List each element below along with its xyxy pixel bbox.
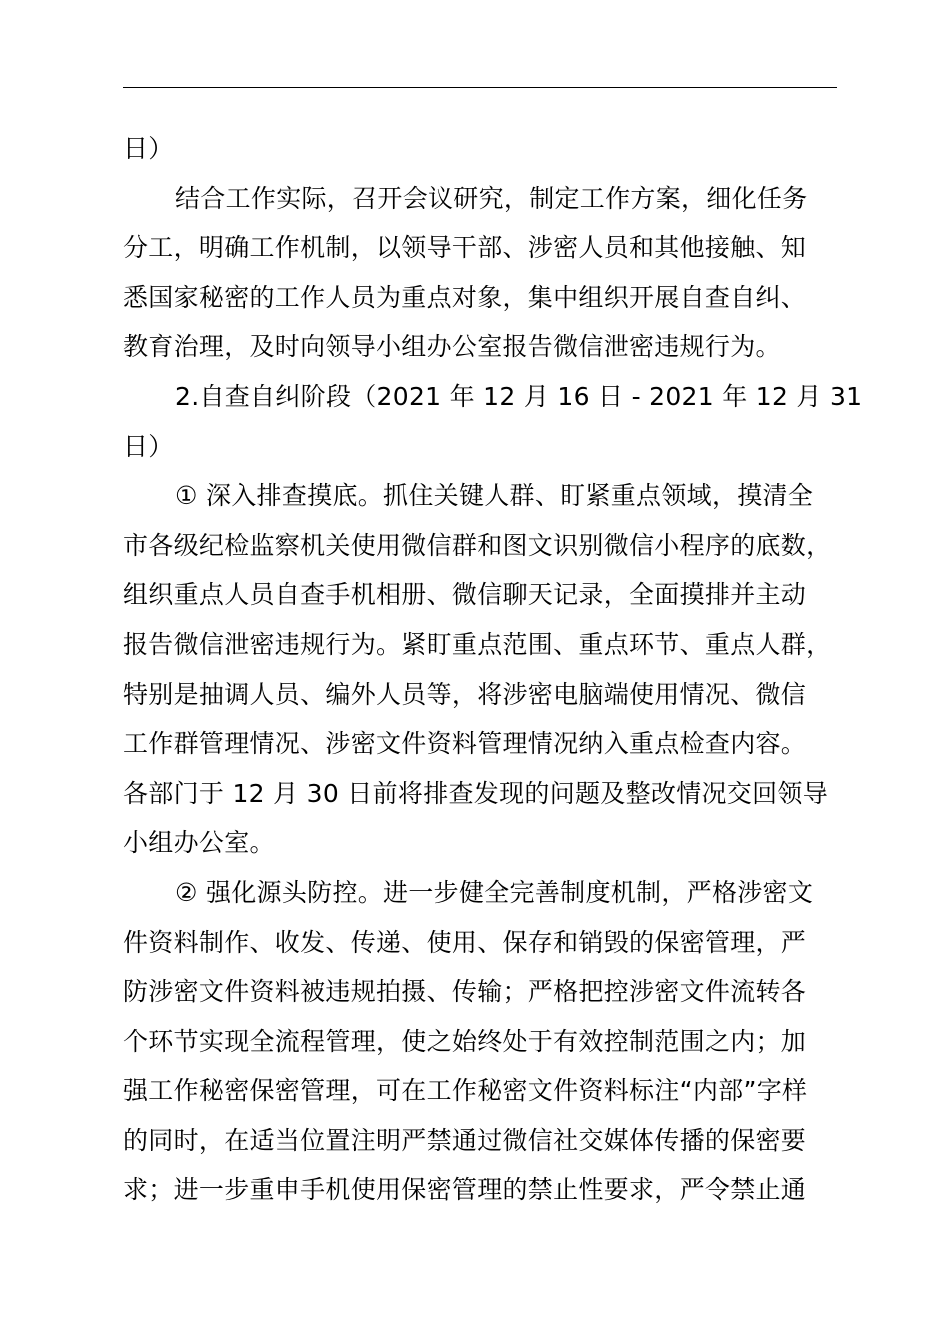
text-line: 组织重点人员自查手机相册、微信聊天记录，全面摸排并主动 [123,580,807,610]
text-line: 报告微信泄密违规行为。紧盯重点范围、重点环节、重点人群， [123,629,832,659]
text-line: 求；进一步重申手机使用保密管理的禁止性要求，严令禁止通 [123,1175,807,1205]
text-line: 的同时，在适当位置注明严禁通过微信社交媒体传播的保密要 [123,1125,807,1155]
text-line: 分工，明确工作机制，以领导干部、涉密人员和其他接触、知 [123,233,807,263]
text-line: 教育治理，及时向领导小组办公室报告微信泄密违规行为。 [123,332,781,362]
text-line: 特别是抽调人员、编外人员等，将涉密电脑端使用情况、微信 [123,679,807,709]
text-line: 悉国家秘密的工作人员为重点对象，集中组织开展自查自纠、 [123,282,807,312]
text-line: 工作群管理情况、涉密文件资料管理情况纳入重点检查内容。 [123,729,807,759]
text-line: 件资料制作、收发、传递、使用、保存和销毁的保密管理，严 [123,927,807,957]
paragraph-first-line: ① 深入排查摸底。抓住关键人群、盯紧重点领域，摸清全 [175,481,814,511]
text-line: 小组办公室。 [123,828,275,858]
section-heading: 2.自查自纠阶段（2021 年 12 月 16 日 - 2021 年 12 月 31 [175,381,863,411]
header-rule [123,87,837,88]
text-line: 强工作秘密保密管理，可在工作秘密文件资料标注“内部”字样 [123,1076,808,1106]
text-line: 市各级纪检监察机关使用微信群和图文识别微信小程序的底数， [123,530,832,560]
document-body [123,124,863,1215]
text-line: 各部门于 12 月 30 日前将排查发现的问题及整改情况交回领导 [123,778,829,808]
text-line: 日） [123,431,174,461]
text-line: 日） [123,134,174,163]
text-line: 防涉密文件资料被违规拍摄、传输；严格把控涉密文件流转各 [123,977,807,1007]
text-line: 个环节实现全流程管理，使之始终处于有效控制范围之内；加 [123,1026,807,1056]
paragraph-first-line: 结合工作实际，召开会议研究，制定工作方案，细化任务 [175,183,808,213]
paragraph-first-line: ② 强化源头防控。进一步健全完善制度机制，严格涉密文 [175,877,814,907]
